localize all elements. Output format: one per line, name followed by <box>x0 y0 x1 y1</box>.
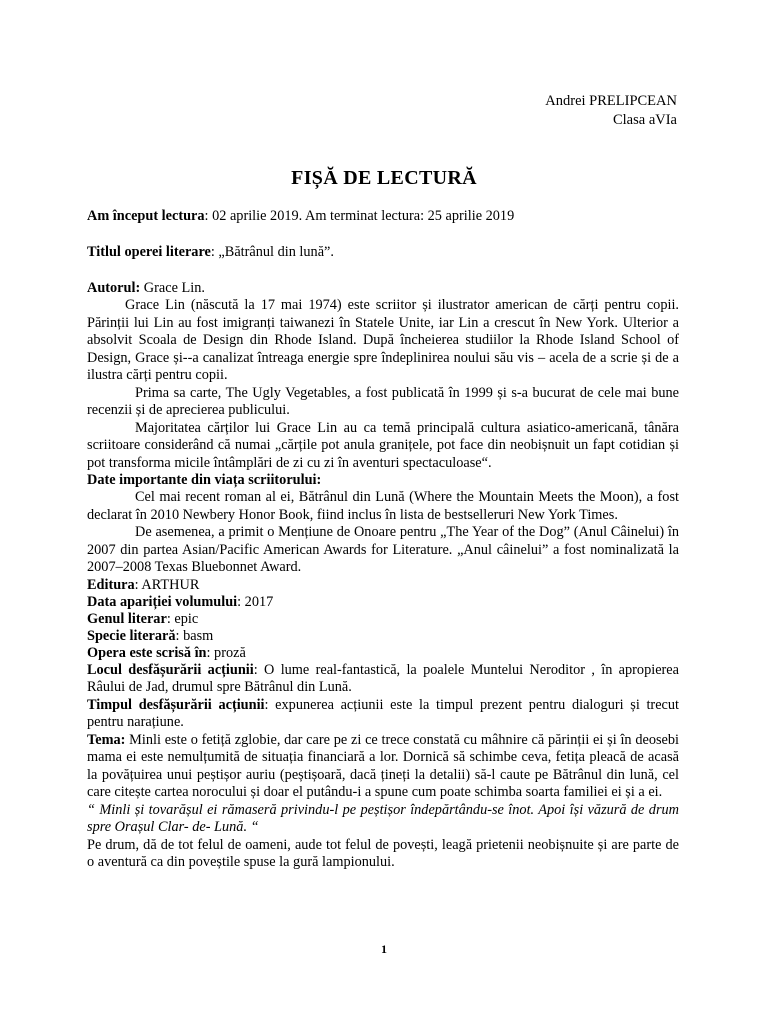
student-name: Andrei PRELIPCEAN <box>545 93 677 109</box>
reading-dates-value: : 02 aprilie 2019. Am terminat lectura: 25 aprilie 2019 <box>204 208 515 224</box>
publication-date-value: : 2017 <box>237 593 274 610</box>
action-time-value: : expunerea acțiunii este la timpul prezent pentru dialoguri și trecut pentru narațiune. <box>87 696 680 730</box>
life-label: Date importante din viața scriitorului <box>87 472 317 488</box>
literary-genre-value: : epic <box>166 610 199 627</box>
literary-species <box>87 628 679 645</box>
life-paragraph-1: Cel mai recent roman al ei, Bătrânul din Lună (Where the Mountain Meets the Moon), a fost declarat în 2010 Newbery Honor Book, fiind inclus în lista de bestselleruri New York Times. <box>87 489 679 523</box>
work-title-value: : „Bătrânul din lună”. <box>210 244 334 260</box>
theme-quote: “ Minli și tovarășul ei rămaseră privindu-l pe peștișor îndepărtându-se înot. Apoi își văzură de drum spre Orașul Clar- de- Lună. “ <box>87 801 679 835</box>
author-label: Autorul: <box>87 280 141 296</box>
action-place-label: Locul desfășurării acțiunii <box>87 661 254 678</box>
written-form <box>87 645 679 662</box>
written-form-value: : proză <box>206 644 246 661</box>
publication-date <box>87 594 679 611</box>
author-bio-3: Majoritatea cărților lui Grace Lin au ca temă principală cultura asiatico-americană, tânăra scriitoare considerând că numai „cărțile pot anula granițele, pot face din neobișnuit un fapt cotidian și pot transforma micile întâmplări de zi cu zi în aventuri spectaculoase“. <box>87 419 679 471</box>
theme-label: Tema: <box>87 731 126 748</box>
literary-genre-label: Genul literar <box>87 610 167 627</box>
written-form-label: Opera este scrisă în <box>87 644 207 661</box>
theme-closing: Pe drum, dă de tot felul de oameni, aude tot felul de povești, leagă prietenii neobișnuite și are parte de o aventură ca din poveștile spuse la gură lampionului. <box>87 836 679 870</box>
theme-value: Minli este o fetiță zglobie, dar care pe zi ce trece constată cu mâhnire că părinții ei și în deosebi mama ei este nemulțumită de situația financiară a lor. Dornică să schimbe ceva, fetița pleacă de acasă la povățuirea unui peștișor auriu (peștișoară, dacă țineți la detalii) să-l caute pe Bătrânul din lună, cel care citește cartea norocului și doar el putându-i a spune cum poate schimba soarta familiei ei și a ei. <box>87 731 679 800</box>
action-time-label: Timpul desfășurării acțiunii <box>87 696 265 713</box>
literary-genre <box>87 611 679 628</box>
action-place <box>87 662 679 697</box>
publisher-label: Editura <box>87 576 135 593</box>
student-info <box>545 92 677 130</box>
life-paragraph-2: De asemenea, a primit o Mențiune de Onoare pentru „The Year of the Dog” (Anul Câinelui) în 2007 din partea Asian/Pacific American Awards for Literature. „Anul câinelui” a fost nominalizată la 2007–2008 Texas Bluebonnet Award. <box>87 524 679 575</box>
author-value: Grace Lin. <box>140 280 205 296</box>
document-body <box>87 208 679 872</box>
author-bio-2: Prima sa carte, The Ugly Vegetables, a fost publicată în 1999 și s-a bucurat de cele mai bune recenzii și de aprecierea publicului. <box>87 384 679 418</box>
author-line <box>87 280 679 297</box>
author-bio-1: Grace Lin (născută la 17 mai 1974) este scriitor și ilustrator american de cărți pentru copii. Părinții lui Lin au fost imigranți taiwanezi în Statele Unite, iar Lin a crescut în New York. Ulterior a absolvit Scoala de Design din Rhode Island. După încheierea studiilor la Rhode Island School of Design, Grace și--a canalizat întreaga energie spre îndeplinirea noului său vis – acela de a scrie și de a ilustra cărți pentru copii. <box>87 297 679 383</box>
page-number: 1 <box>381 942 387 956</box>
life-heading <box>87 472 679 489</box>
action-place-value: : O lume real-fantastică, la poalele Muntelui Neroditor , în apropierea Râului de Jad, drumul spre Bătrânul din Lună. <box>87 661 679 695</box>
work-title <box>87 244 679 261</box>
theme <box>87 732 679 802</box>
literary-species-label: Specie literară <box>87 627 176 644</box>
reading-start-label: Am început lectura <box>87 208 205 224</box>
publication-date-label: Data apariției volumului <box>87 593 238 610</box>
life-colon: : <box>316 472 322 488</box>
student-class: Clasa aVIa <box>612 112 677 128</box>
literary-species-value: : basm <box>175 627 214 644</box>
page-title: FIȘĂ DE LECTURĂ <box>291 167 477 189</box>
work-title-label: Titlul operei literare <box>87 244 211 260</box>
action-time <box>87 697 679 732</box>
publisher <box>87 577 679 594</box>
publisher-value: : ARTHUR <box>134 576 200 593</box>
reading-dates <box>87 208 679 225</box>
